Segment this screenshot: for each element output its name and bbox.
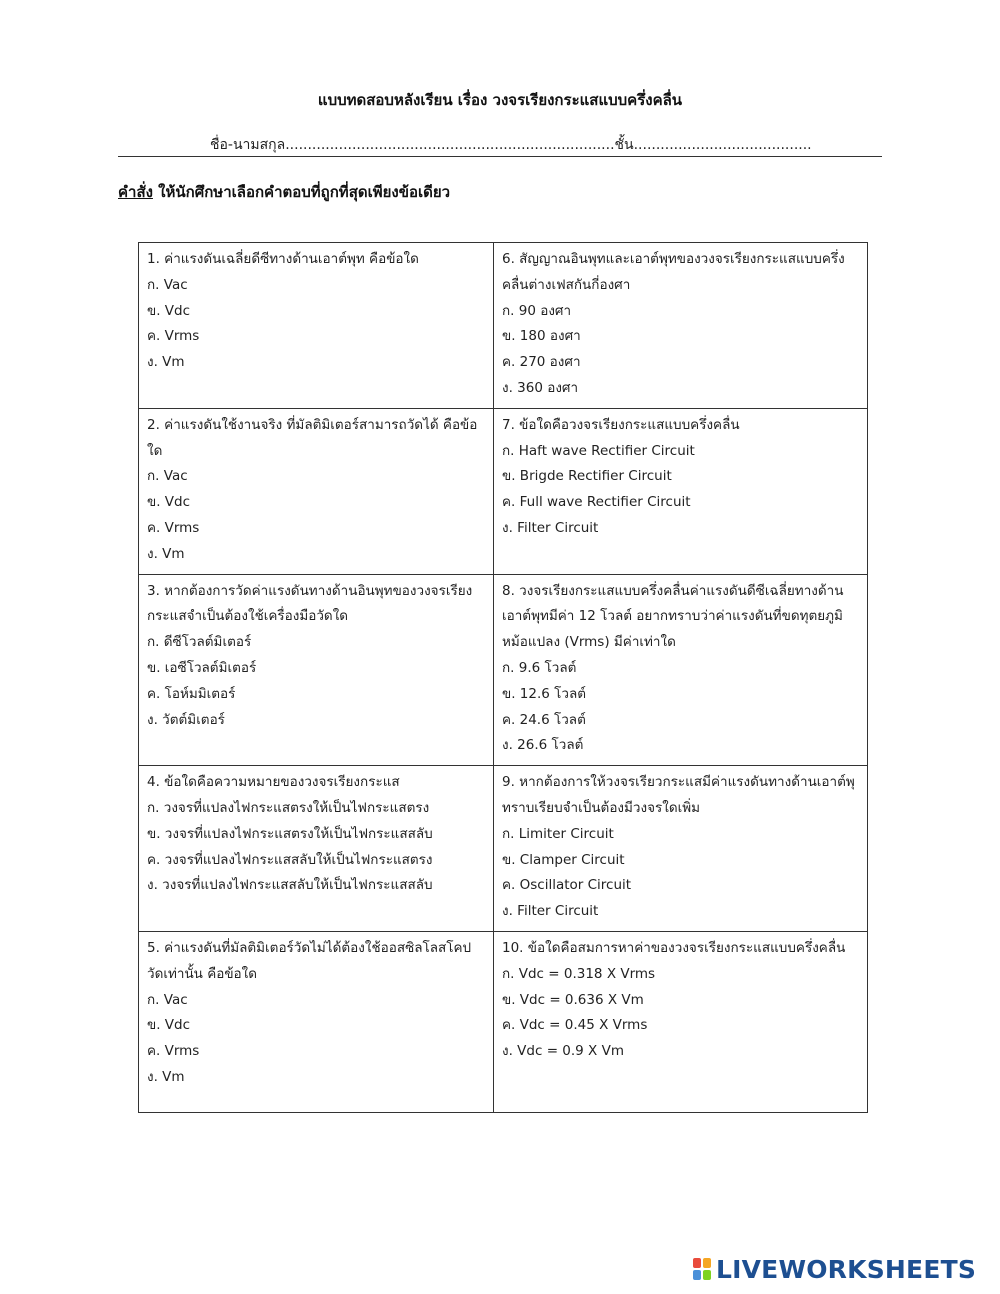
answer-option[interactable]: ก. Vac: [147, 276, 188, 293]
answer-option[interactable]: ก. 9.6 โวลต์: [502, 659, 577, 676]
question-row: [139, 408, 868, 574]
answer-option[interactable]: ก. Vac: [147, 991, 188, 1008]
instruction-text: ให้นักศึกษาเลือกคำตอบที่ถูกที่สุดเพียงข้อเดียว: [152, 183, 451, 201]
question-cell: [494, 574, 868, 766]
logo-mark-icon: [692, 1257, 712, 1281]
question-text: 3. หากต้องการวัดค่าแรงดันทางด้านอินพุทของวงจรเรียงกระแสจำเป็นต้องใช้เครื่องมือวัดใด: [147, 582, 473, 625]
question-cell: [494, 243, 868, 409]
answer-option[interactable]: ง. Filter Circuit: [502, 903, 599, 920]
page-title: แบบทดสอบหลังเรียน เรื่อง วงจรเรียงกระแสแบบครึ่งคลื่น: [317, 91, 683, 109]
answer-option[interactable]: ค. Vrms: [147, 328, 200, 345]
question-text: 1. ค่าแรงดันเฉลี่ยดีซีทางด้านเอาต์พุท คือข้อใด: [147, 251, 419, 267]
answer-option[interactable]: ข. Vdc = 0.636 X Vm: [502, 991, 644, 1008]
liveworksheets-logo: [692, 1254, 976, 1284]
answer-option[interactable]: ค. Full wave Rectifier Circuit: [502, 494, 691, 511]
answer-option[interactable]: ง. วงจรที่แปลงไฟกระแสสลับให้เป็นไฟกระแสสลับ: [147, 877, 433, 894]
answer-option[interactable]: ค. 24.6 โวลต์: [502, 711, 586, 728]
answer-option[interactable]: ค. 270 องศา: [502, 354, 581, 371]
question-text: 6. สัญญาณอินพุทและเอาต์พุทของวงจรเรียงกระแสแบบครึ่งคลื่นต่างเฟสกันกี่องศา: [502, 251, 845, 293]
question-cell: [494, 931, 868, 1112]
answer-option[interactable]: ก. Limiter Circuit: [502, 825, 614, 842]
answer-option[interactable]: ง. Filter Circuit: [502, 519, 599, 536]
answer-option[interactable]: ข. Brigde Rectifier Circuit: [502, 468, 672, 485]
question-cell: [139, 574, 494, 766]
answer-option[interactable]: ง. Vdc = 0.9 X Vm: [502, 1043, 624, 1060]
answer-option[interactable]: ข. วงจรที่แปลงไฟกระแสตรงให้เป็นไฟกระแสสลับ: [147, 825, 433, 842]
answer-option[interactable]: ก. Haft wave Rectifier Circuit: [502, 442, 695, 459]
answer-option[interactable]: ข. เอซีโวลต์มิเตอร์: [147, 659, 257, 676]
answer-option[interactable]: ง. วัตต์มิเตอร์: [147, 711, 225, 728]
answer-option[interactable]: ก. วงจรที่แปลงไฟกระแสตรงให้เป็นไฟกระแสตรง: [147, 799, 430, 816]
answer-option[interactable]: ข. 180 องศา: [502, 328, 581, 345]
answer-option[interactable]: ค. Oscillator Circuit: [502, 877, 632, 894]
answer-option[interactable]: ค. Vdc = 0.45 X Vrms: [502, 1017, 648, 1034]
answer-option[interactable]: ก. Vac: [147, 468, 188, 485]
answer-option[interactable]: ก. ดีซีโวลต์มิเตอร์: [147, 634, 252, 651]
instruction-label: คำสั่ง: [118, 183, 153, 201]
question-cell: [139, 931, 494, 1112]
question-cell: [139, 766, 494, 932]
answer-option[interactable]: ข. Vdc: [147, 302, 191, 319]
question-text: 2. ค่าแรงดันใช้งานจริง ที่มัลติมิเตอร์สามารถวัดได้ คือข้อใด: [147, 416, 478, 459]
instruction: [118, 180, 450, 204]
answer-option[interactable]: ค. Vrms: [147, 1043, 200, 1060]
question-row: [139, 243, 868, 409]
question-cell: [139, 408, 494, 574]
question-text: 5. ค่าแรงดันที่มัลติมิเตอร์วัดไม่ได้ต้องใช้ออสซิลโลสโคปวัดเท่านั้น คือข้อใด: [147, 939, 472, 982]
answer-option[interactable]: ง. 360 องศา: [502, 379, 579, 396]
question-text: 7. ข้อใดคือวงจรเรียงกระแสแบบครึ่งคลื่น: [502, 416, 740, 433]
answer-option[interactable]: ง. Vm: [147, 545, 185, 562]
logo-text: LIVEWORKSHEETS: [716, 1254, 977, 1284]
answer-option[interactable]: ข. 12.6 โวลต์: [502, 685, 587, 702]
answer-option[interactable]: ก. 90 องศา: [502, 302, 572, 319]
question-cell: [494, 408, 868, 574]
question-cell: [494, 766, 868, 932]
question-row: [139, 574, 868, 766]
question-row: [139, 931, 868, 1112]
answer-option[interactable]: ก. Vdc = 0.318 X Vrms: [502, 965, 656, 982]
name-class-field[interactable]: ชื่อ-นามสกุล..........................................................................ชั้น........................................: [210, 137, 812, 153]
question-text: 9. หากต้องการให้วงจรเรียวกระแสมีค่าแรงดันทางด้านเอาต์พุทราบเรียบจำเป็นต้องมีวงจรใดเพิ่ม: [502, 774, 855, 816]
question-text: 8. วงจรเรียงกระแสแบบครึ่งคลื่นค่าแรงดันดีซีเฉลี่ยทางด้านเอาต์พุทมีค่า 12 โวลต์ อยากทราบว่าค่าแรงดันที่ขดทุตยภูมิหม้อแปลง (Vrms) มีค่าเท่าใด: [502, 582, 844, 651]
question-row: [139, 766, 868, 932]
question-text: 4. ข้อใดคือความหมายของวงจรเรียงกระแส: [147, 774, 400, 791]
answer-option[interactable]: ค. วงจรที่แปลงไฟกระแสสลับให้เป็นไฟกระแสตรง: [147, 851, 433, 868]
answer-option[interactable]: ข. Vdc: [147, 1017, 191, 1034]
answer-option[interactable]: ง. Vm: [147, 354, 185, 371]
question-table: [138, 242, 868, 1113]
answer-option[interactable]: ง. Vm: [147, 1068, 185, 1085]
answer-option[interactable]: ค. โอห์มมิเตอร์: [147, 685, 236, 702]
question-text: 10. ข้อใดคือสมการหาค่าของวงจรเรียงกระแสแบบครึ่งคลื่น: [502, 939, 846, 956]
answer-option[interactable]: ข. Clamper Circuit: [502, 851, 625, 868]
answer-option[interactable]: ข. Vdc: [147, 494, 191, 511]
question-cell: [139, 243, 494, 409]
answer-option[interactable]: ง. 26.6 โวลต์: [502, 737, 584, 754]
answer-option[interactable]: ค. Vrms: [147, 519, 200, 536]
